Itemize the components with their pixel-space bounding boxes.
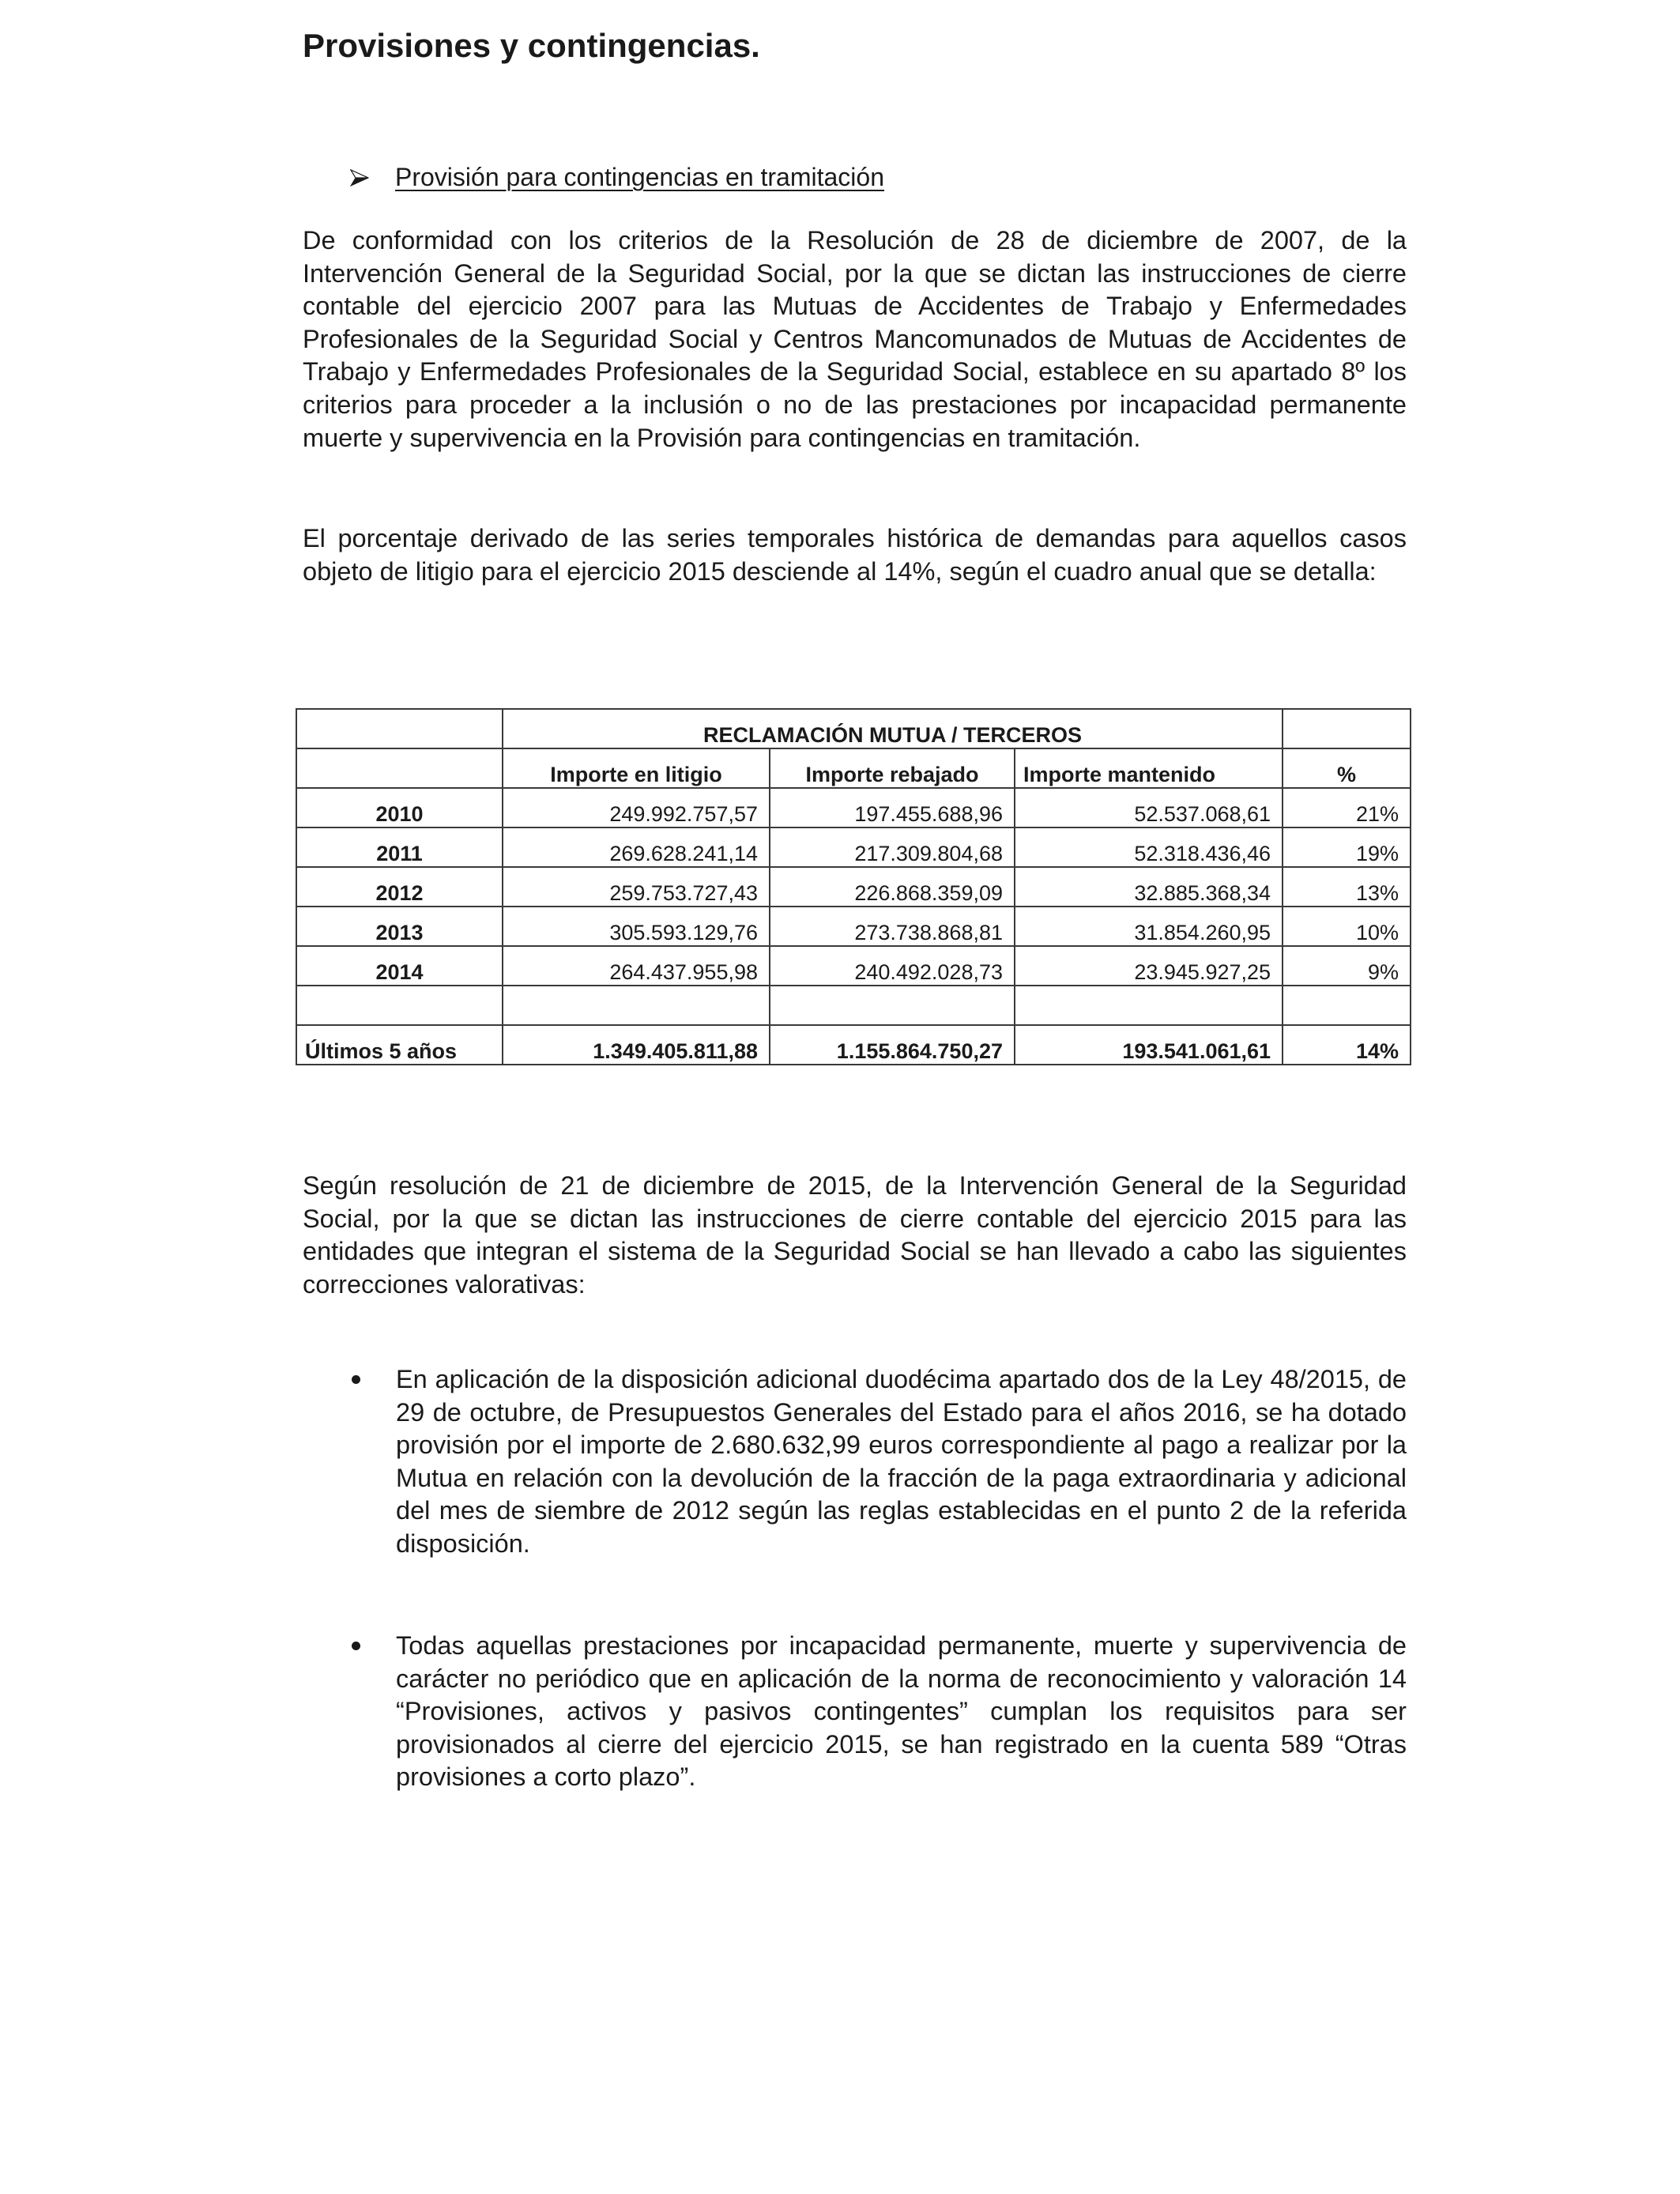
year-cell: 2010	[296, 788, 503, 827]
column-header-litigio: Importe en litigio	[503, 748, 770, 788]
bullet-text: En aplicación de la disposición adicional duodécima apartado dos de la Ley 48/2015, de 29 de octubre, de Presupuestos Generales del Estado para el años 2016, se ha dotado provisión por el importe de 2.680.632,99 euros correspondiente al pago a realizar por la Mutua en relación con la devolución de la fracción de la paga extraordinaria y adicional del mes de siembre de 2012 según las reglas establecidas en el punto 2 de la referida disposición.	[396, 1365, 1407, 1558]
empty-cell	[296, 709, 503, 748]
table-row	[296, 867, 1411, 907]
section-subheading	[350, 163, 884, 192]
list-item	[350, 1363, 1407, 1561]
empty-cell	[1283, 709, 1411, 748]
litigio-cell: 305.593.129,76	[503, 907, 770, 946]
table-row	[296, 788, 1411, 827]
total-mantenido: 193.541.061,61	[1015, 1025, 1283, 1065]
percent-cell: 21%	[1283, 788, 1411, 827]
mantenido-cell: 52.537.068,61	[1015, 788, 1283, 827]
year-cell: 2011	[296, 827, 503, 867]
paragraph-porcentaje: El porcentaje derivado de las series temporales histórica de demandas para aquellos casos objeto de litigio para el ejercicio 2015 desciende al 14%, según el cuadro anual que se detalla:	[303, 524, 1407, 586]
percent-cell: 19%	[1283, 827, 1411, 867]
table-row	[296, 946, 1411, 986]
reclamacion-table	[296, 708, 1411, 1065]
empty-cell	[1015, 986, 1283, 1025]
litigio-cell: 249.992.757,57	[503, 788, 770, 827]
table-row	[296, 827, 1411, 867]
table-spacer-row	[296, 986, 1411, 1025]
empty-cell	[1283, 986, 1411, 1025]
percent-cell: 10%	[1283, 907, 1411, 946]
table-group-header-row	[296, 709, 1411, 748]
mantenido-cell: 23.945.927,25	[1015, 946, 1283, 986]
group-header: RECLAMACIÓN MUTUA / TERCEROS	[503, 709, 1283, 748]
litigio-cell: 259.753.727,43	[503, 867, 770, 907]
page-title: Provisiones y contingencias.	[303, 27, 760, 64]
rebajado-cell: 273.738.868,81	[770, 907, 1015, 946]
paragraph-resolucion-2007: De conformidad con los criterios de la Resolución de 28 de diciembre de 2007, de la Intervención General de la Seguridad Social, por la que se dictan las instrucciones de cierre contable del ejercicio 2007 para las Mutuas de Accidentes de Trabajo y Enfermedades Profesionales de la Seguridad Social y Centros Mancomunados de Mutuas de Accidentes de Trabajo y Enfermedades Profesionales de la Seguridad Social, establece en su apartado 8º los criterios para proceder a la inclusión o no de las prestaciones por incapacidad permanente muerte y supervivencia en la Provisión para contingencias en tramitación.	[303, 226, 1407, 452]
litigio-cell: 269.628.241,14	[503, 827, 770, 867]
year-cell: 2014	[296, 946, 503, 986]
total-label: Últimos 5 años	[296, 1025, 503, 1065]
mantenido-cell: 52.318.436,46	[1015, 827, 1283, 867]
column-header-percent: %	[1283, 748, 1411, 788]
column-header-rebajado: Importe rebajado	[770, 748, 1015, 788]
bullet-icon	[350, 1630, 396, 1794]
rebajado-cell: 240.492.028,73	[770, 946, 1015, 986]
percent-cell: 9%	[1283, 946, 1411, 986]
column-header-mantenido: Importe mantenido	[1015, 748, 1283, 788]
empty-cell	[296, 748, 503, 788]
empty-cell	[503, 986, 770, 1025]
arrow-bullet-icon	[350, 165, 395, 192]
paragraph-resolucion-2015: Según resolución de 21 de diciembre de 2015, de la Intervención General de la Seguridad Social, por la que se dictan las instrucciones de cierre contable del ejercicio 2015 para las entidades que integran el sistema de la Seguridad Social se han llevado a cabo las siguientes correcciones valorativas:	[303, 1171, 1407, 1299]
table-row	[296, 907, 1411, 946]
percent-cell: 13%	[1283, 867, 1411, 907]
empty-cell	[296, 986, 503, 1025]
bullet-icon	[350, 1363, 396, 1561]
bullet-text: Todas aquellas prestaciones por incapacidad permanente, muerte y supervivencia de carácter no periódico que en aplicación de la norma de reconocimiento y valoración 14 “Provisiones, activos y pasivos contingentes” cumplan los requisitos para ser provisionados al cierre del ejercicio 2015, se han registrado en la cuenta 589 “Otras provisiones a corto plazo”.	[396, 1631, 1407, 1792]
total-litigio: 1.349.405.811,88	[503, 1025, 770, 1065]
total-rebajado: 1.155.864.750,27	[770, 1025, 1015, 1065]
table-column-header-row	[296, 748, 1411, 788]
subheading-label: Provisión para contingencias en tramitación	[395, 163, 884, 191]
rebajado-cell: 226.868.359,09	[770, 867, 1015, 907]
total-percent: 14%	[1283, 1025, 1411, 1065]
rebajado-cell: 217.309.804,68	[770, 827, 1015, 867]
list-item	[350, 1630, 1407, 1794]
litigio-cell: 264.437.955,98	[503, 946, 770, 986]
year-cell: 2013	[296, 907, 503, 946]
mantenido-cell: 31.854.260,95	[1015, 907, 1283, 946]
table-total-row	[296, 1025, 1411, 1065]
year-cell: 2012	[296, 867, 503, 907]
rebajado-cell: 197.455.688,96	[770, 788, 1015, 827]
mantenido-cell: 32.885.368,34	[1015, 867, 1283, 907]
empty-cell	[770, 986, 1015, 1025]
